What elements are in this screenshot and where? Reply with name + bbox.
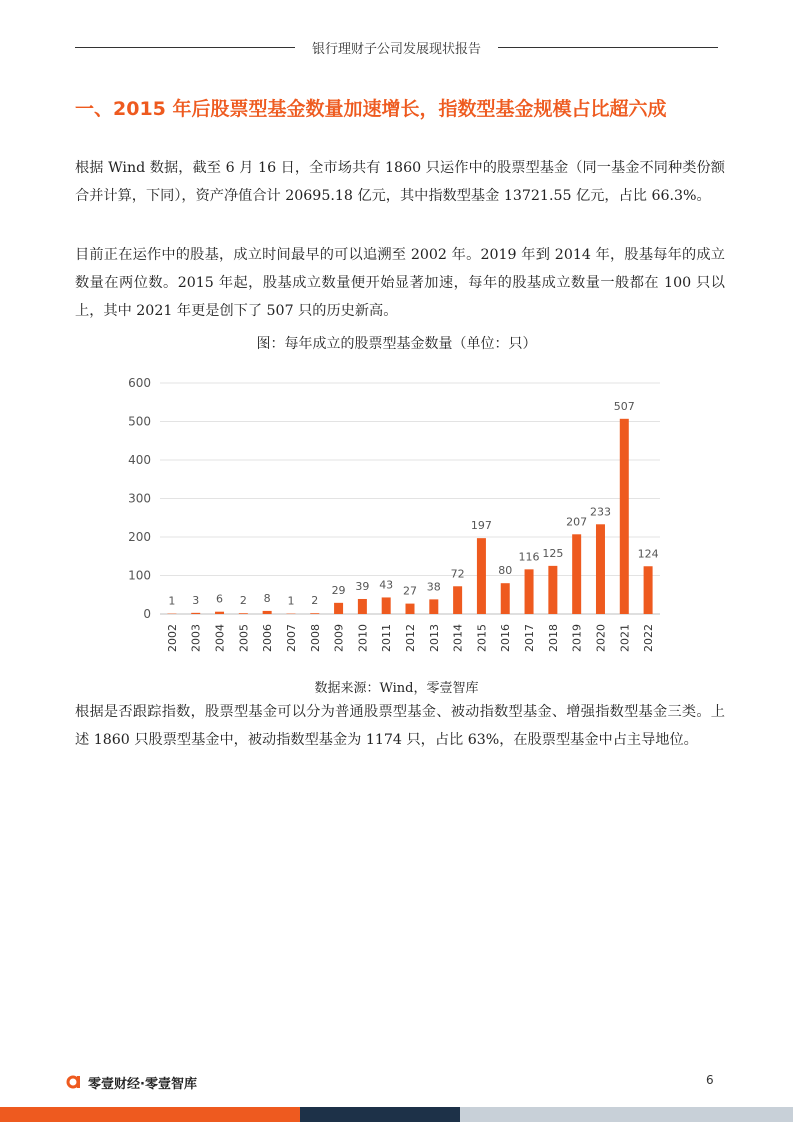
paragraph-fund-types: 根据是否跟踪指数，股票型基金可以分为普通股票型基金、被动指数型基金、增强指数型基金三类。上述 1860 只股票型基金中，被动指数型基金为 1174 只，占比 63%，在股票型基金中占主导地位。 (75, 704, 725, 748)
bar-2012 (406, 604, 415, 614)
data-label-2013: 38 (426, 580, 441, 594)
data-label-2019: 207 (566, 515, 588, 529)
footer-brand: 零壹财经·零壹智库 (88, 1077, 197, 1092)
y-tick-label: 0 (143, 607, 151, 621)
data-label-2016: 80 (498, 564, 513, 578)
data-label-2011: 43 (379, 578, 394, 592)
bar-2009 (334, 603, 343, 614)
bar-2003 (191, 613, 200, 614)
data-label-2012: 27 (403, 584, 417, 598)
footer-bar-gray (440, 1107, 793, 1122)
data-label-2017: 116 (518, 550, 540, 564)
header-rule-right (498, 47, 718, 48)
a-logo-icon (66, 1073, 82, 1089)
bar-2020 (596, 524, 605, 614)
bar-2011 (382, 597, 391, 614)
x-tick-label-2020: 2020 (594, 624, 608, 652)
data-label-2022: 124 (637, 547, 659, 561)
data-label-2003: 3 (192, 593, 200, 607)
data-label-2010: 39 (355, 579, 370, 593)
data-label-2014: 72 (450, 567, 465, 581)
x-tick-label-2002: 2002 (165, 624, 179, 652)
footer-bar-orange (0, 1107, 300, 1122)
bar-2019 (572, 534, 581, 614)
paragraph-fund-overview: 根据 Wind 数据，截至 6 月 16 日，全市场共有 1860 只运作中的股票型基金（同一基金不同种类份额合并计算，下同），资产净值合计 20695.18 亿元，其中指数型基金 13721.55 亿元，占比 66.3%。 (75, 160, 725, 204)
bar-2006 (263, 611, 272, 614)
x-tick-label-2007: 2007 (284, 624, 298, 652)
x-tick-label-2017: 2017 (523, 624, 537, 652)
footer-bar-navy (300, 1107, 460, 1122)
y-tick-label: 500 (128, 414, 151, 429)
data-label-2007: 1 (287, 594, 295, 608)
data-label-2021: 507 (613, 399, 635, 413)
bar-2008 (310, 613, 319, 614)
y-tick-label: 300 (128, 491, 151, 506)
paragraph-fund-history: 目前正在运作中的股基，成立时间最早的可以追溯至 2002 年。2019 年到 2014 年，股基每年的成立数量在两位数。2015 年起，股基成立数量便开始显著加速，每年的股基成立数量一般都在 100 只以上，其中 2021 年更是创下了 507 只的历史新高。 (75, 247, 725, 319)
x-tick-label-2010: 2010 (356, 624, 370, 652)
bar-2004 (215, 612, 224, 614)
x-tick-label-2003: 2003 (189, 624, 203, 652)
bar-2015 (477, 538, 486, 614)
x-tick-label-2011: 2011 (380, 624, 394, 652)
x-tick-label-2006: 2006 (261, 624, 275, 652)
y-tick-label: 400 (128, 453, 151, 467)
y-tick-label: 600 (128, 376, 151, 390)
x-tick-label-2018: 2018 (546, 624, 560, 652)
data-label-2008: 2 (311, 594, 319, 608)
x-tick-label-2009: 2009 (332, 624, 346, 652)
data-label-2020: 233 (589, 505, 611, 519)
header-title: 银行理财子公司发展现状报告 (311, 42, 481, 57)
data-label-2005: 2 (239, 594, 247, 608)
y-tick-label: 200 (128, 530, 151, 544)
data-label-2004: 6 (216, 592, 224, 606)
bar-2005 (239, 613, 248, 614)
bar-2014 (453, 586, 462, 614)
x-tick-label-2005: 2005 (237, 624, 251, 652)
x-tick-label-2008: 2008 (308, 624, 322, 652)
bar-2017 (525, 569, 534, 614)
bar-2013 (429, 599, 438, 614)
chart-title: 图：每年成立的股票型基金数量（单位：只） (256, 336, 537, 352)
x-tick-label-2021: 2021 (618, 624, 632, 652)
x-tick-label-2013: 2013 (427, 624, 441, 652)
bar-2016 (501, 583, 510, 614)
x-tick-label-2019: 2019 (570, 624, 584, 652)
data-label-2002: 1 (168, 594, 176, 608)
data-label-2015: 197 (470, 519, 492, 533)
x-tick-label-2014: 2014 (451, 624, 465, 652)
data-label-2018: 125 (542, 546, 564, 560)
data-label-2009: 29 (331, 583, 346, 597)
annual-fund-bar-chart (115, 372, 675, 662)
x-tick-label-2015: 2015 (475, 624, 489, 652)
section-title: 一、2015 年后股票型基金数量加速增长，指数型基金规模占比超六成 (75, 98, 667, 120)
bar-2010 (358, 599, 367, 614)
header-rule-left (75, 47, 295, 48)
x-tick-label-2016: 2016 (499, 624, 513, 652)
chart-source: 数据来源：Wind，零壹智库 (314, 681, 479, 696)
bar-2018 (548, 566, 557, 614)
page-number: 6 (706, 1073, 714, 1087)
data-label-2006: 8 (263, 591, 271, 605)
bar-2022 (644, 566, 653, 614)
x-tick-label-2012: 2012 (404, 624, 417, 652)
x-tick-label-2004: 2004 (213, 624, 227, 652)
y-tick-label: 100 (128, 568, 151, 583)
bar-2021 (620, 419, 629, 614)
x-tick-label-2022: 2022 (642, 624, 656, 652)
